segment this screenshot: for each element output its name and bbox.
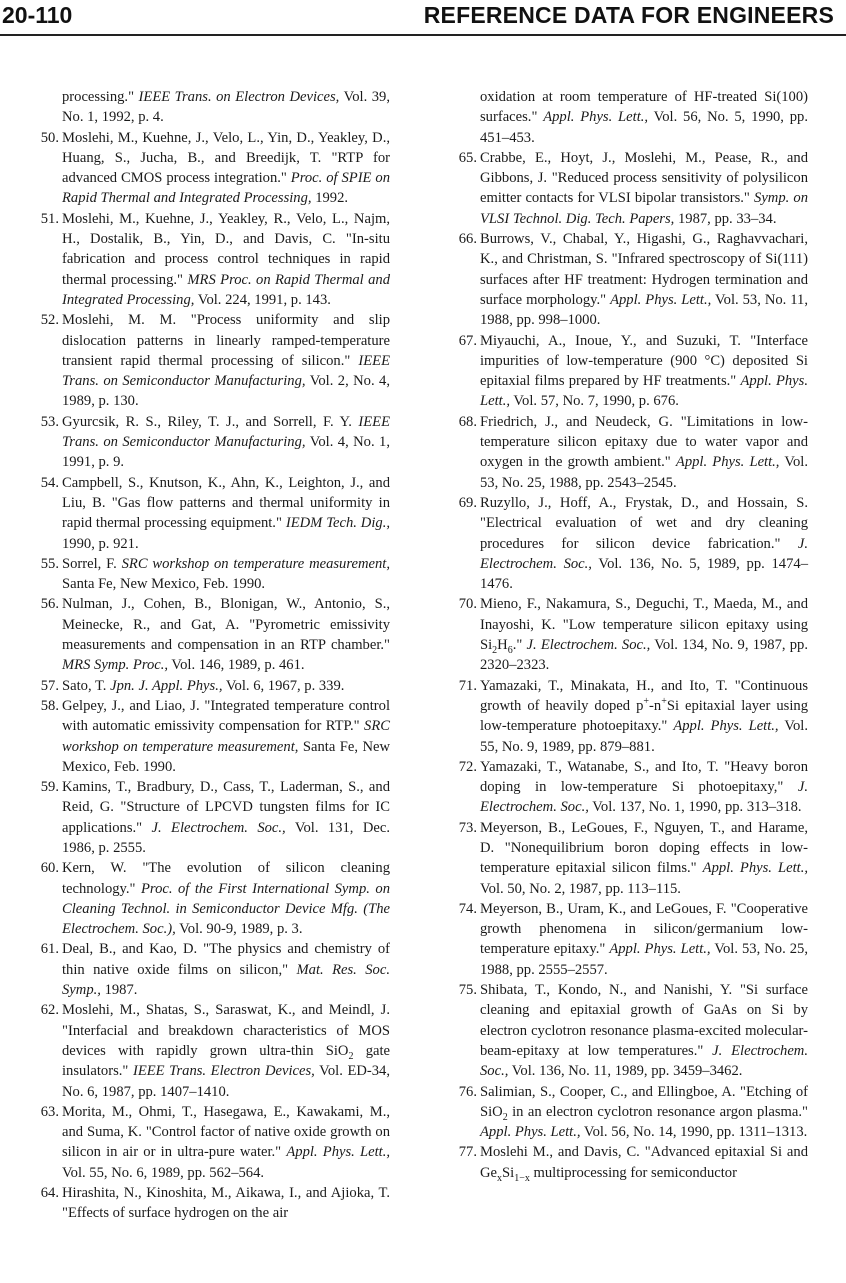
citation-source: J. Electrochem. Soc.,	[480, 535, 808, 572]
reference-text: Vol. 53, No. 25, 1988, pp. 2543–2545.	[480, 454, 809, 491]
reference-number: 69.	[458, 494, 477, 511]
reference-text: processing."	[62, 89, 139, 105]
reference-text: Vol. 136, No. 5, 1989, pp. 1474–1476.	[480, 555, 808, 593]
reference-text: +	[661, 696, 667, 708]
reference-text: Si epitaxial layer using low-temperature photoepitaxy."	[480, 697, 808, 735]
reference-text: Gelpey, J., and Liao, J. "Integrated temperature control with automatic emissivity compensation for RTP."	[62, 697, 390, 735]
reference-text: Moslehi, M. M. "Process uniformity and slip dislocation patterns in linearly ramped-temperature transient rapid thermal processing of silicon."	[62, 312, 390, 369]
citation-source: Appl. Phys. Lett.,	[675, 454, 780, 471]
reference-entry	[40, 128, 390, 209]
reference-text: 2	[348, 1050, 354, 1062]
reference-text: Sato, T.	[62, 677, 111, 694]
reference-text: Vol. 56, No. 14, 1990, pp. 1311–1313.	[580, 1124, 808, 1141]
citation-source: J. Electrochem. Soc.,	[480, 1042, 808, 1080]
citation-source: Proc. of SPIE on Rapid Thermal and Integrated Processing,	[62, 170, 390, 207]
reference-text: 2	[502, 1111, 508, 1123]
citation-source: Appl. Phys. Lett.,	[480, 373, 808, 410]
reference-number: 68.	[458, 413, 477, 430]
reference-text: Vol. 2, No. 4, 1989, p. 130.	[62, 373, 390, 410]
reference-text: Vol. 55, No. 6, 1989, pp. 562–564.	[62, 1164, 265, 1181]
reference-entry	[40, 554, 390, 595]
reference-entry	[458, 980, 808, 1081]
page-header	[0, 0, 846, 36]
reference-entry	[458, 676, 808, 757]
reference-entry	[40, 939, 390, 1000]
citation-source: Appl. Phys. Lett.,	[543, 109, 649, 126]
reference-entry	[40, 473, 390, 554]
reference-number: 53.	[40, 413, 59, 430]
reference-text: Vol. 134, No. 9, 1987, pp. 2320–2323.	[480, 637, 808, 674]
reference-text: Vol. 53, No. 25, 1988, pp. 2555–2557.	[480, 941, 809, 978]
citation-source: MRS Proc. on Rapid Thermal and Integrated Processing,	[62, 271, 391, 308]
left-column	[40, 87, 390, 1224]
reference-number: 73.	[458, 819, 477, 836]
page-number: 20-110	[2, 2, 73, 28]
reference-text: Vol. 55, No. 9, 1989, pp. 879–881.	[480, 718, 809, 755]
reference-text: Yamazaki, T., Watanabe, S., and Ito, T. "Heavy boron doping in low-temperature Si photoepitaxy,"	[480, 758, 808, 796]
citation-source: J. Electrochem. Soc.,	[480, 779, 808, 816]
reference-entry	[40, 676, 390, 696]
citation-source: Proc. of the First International Symp. on Cleaning Technol. in Semiconductor Device Mfg. (The Electrochem. Soc.),	[62, 880, 390, 938]
reference-entry	[458, 148, 808, 229]
reference-text: Friedrich, J., and Neudeck, G. "Limitations in low-temperature silicon epitaxy due to water vapor and oxygen in the growth ambient."	[480, 413, 808, 471]
reference-entry	[458, 899, 808, 980]
reference-text: multiprocessing for semiconductor	[529, 1164, 737, 1181]
reference-text: in an electron cyclotron resonance argon plasma."	[507, 1103, 808, 1120]
reference-continuation	[40, 87, 390, 128]
running-title: REFERENCE DATA FOR ENGINEERS	[423, 2, 834, 28]
reference-text: Vol. 57, No. 7, 1990, p. 676.	[510, 393, 679, 410]
reference-text: Vol. 39, No. 1, 1992, p. 4.	[62, 89, 390, 126]
reference-text: Vol. 50, No. 2, 1987, pp. 113–115.	[480, 880, 681, 897]
reference-text: Vol. 146, 1989, p. 461.	[168, 657, 305, 674]
reference-entry	[40, 858, 390, 939]
reference-entry	[40, 696, 390, 777]
reference-continuation	[458, 87, 808, 148]
reference-entry	[458, 493, 808, 594]
reference-text: 6	[507, 644, 513, 656]
citation-source: IEDM Tech. Dig.,	[285, 515, 390, 532]
citation-source: IEEE Trans. on Semiconductor Manufacturing,	[62, 413, 390, 451]
reference-text: 1−x	[514, 1172, 530, 1184]
reference-text: -n	[649, 697, 662, 714]
right-column	[458, 87, 808, 1183]
reference-text: Miyauchi, A., Inoue, Y., and Suzuki, T. "Interface impurities of low-temperature (900 °C) deposited Si epitaxial films prepared by HF treatments."	[480, 332, 808, 390]
citation-source: Appl. Phys. Lett.,	[286, 1144, 390, 1161]
reference-entry	[458, 229, 808, 330]
reference-text: Santa Fe, New Mexico, Feb. 1990.	[62, 738, 390, 775]
reference-text: Vol. ED-34, No. 6, 1987, pp. 1407–1410.	[62, 1063, 390, 1100]
citation-source: J. Electrochem. Soc.,	[151, 819, 286, 836]
reference-text: x	[497, 1172, 503, 1184]
reference-entry	[40, 594, 390, 675]
reference-entry	[458, 1082, 808, 1143]
reference-text: 1987, pp. 33–34.	[674, 210, 777, 227]
reference-text: Vol. 131, Dec. 1986, p. 2555.	[62, 819, 390, 856]
reference-text: Sorrel, F.	[62, 555, 122, 572]
reference-number: 61.	[40, 941, 59, 958]
reference-number: 56.	[40, 596, 59, 613]
reference-text: Vol. 137, No. 1, 1990, pp. 313–318.	[588, 799, 802, 816]
reference-text: Si	[502, 1164, 515, 1181]
reference-number: 51.	[40, 210, 59, 227]
citation-source: IEEE Trans. on Electron Devices,	[138, 89, 340, 105]
reference-text: Kern, W. "The evolution of silicon cleaning technology."	[62, 860, 390, 897]
citation-source: Appl. Phys. Lett.,	[610, 291, 712, 308]
reference-text: Ruzyllo, J., Hoff, A., Frystak, D., and Hossain, S. "Electrical evaluation of wet and dry cleaning procedures for silicon device fabrication."	[480, 494, 808, 552]
reference-text: Vol. 136, No. 11, 1989, pp. 3459–3462.	[508, 1063, 743, 1080]
reference-number: 57.	[40, 677, 59, 694]
reference-entry	[40, 310, 390, 411]
reference-text: Moslehi, M., Kuehne, J., Yeakley, R., Velo, L., Najm, H., Dostalik, B., Yin, D., and Davis, C. "In-situ fabrication and process control techniques in rapid thermal processing."	[62, 210, 390, 288]
reference-entry	[40, 1183, 390, 1224]
reference-number: 70.	[458, 596, 477, 613]
reference-entry	[40, 777, 390, 858]
citation-source: IEEE Trans. Electron Devices,	[132, 1063, 315, 1080]
reference-text: ."	[512, 637, 527, 654]
citation-source: Appl. Phys. Lett.,	[673, 718, 779, 735]
reference-number: 62.	[40, 1002, 59, 1019]
reference-text: 1990, p. 921.	[62, 535, 139, 552]
citation-source: Mat. Res. Soc. Symp.,	[62, 961, 390, 999]
reference-text: Gyurcsik, R. S., Riley, T. J., and Sorrell, F. Y.	[62, 413, 359, 430]
reference-text: oxidation at room temperature of HF-treated Si(100) surfaces."	[480, 89, 808, 126]
reference-text: Vol. 90-9, 1989, p. 3.	[175, 921, 303, 938]
reference-text: Morita, M., Ohmi, T., Hasegawa, E., Kawakami, M., and Suma, K. "Control factor of native oxide growth on silicon in air or in ultra-pure water."	[62, 1103, 390, 1161]
reference-text: Crabbe, E., Hoyt, J., Moslehi, M., Pease, R., and Gibbons, J. "Reduced process sensitivity of polysilicon emitter contacts for VLSI bipolar transistors."	[480, 149, 808, 207]
reference-text: H	[497, 637, 508, 654]
reference-entry	[458, 818, 808, 899]
reference-number: 63.	[40, 1103, 59, 1120]
citation-source: Appl. Phys. Lett.,	[480, 1124, 581, 1141]
reference-text: Burrows, V., Chabal, Y., Higashi, G., Raghavvachari, K., and Christman, S. "Infrared spectroscopy of Si(111) surfaces after HF treatment: Hydrogen termination and surface morphology."	[480, 231, 808, 308]
reference-text: +	[643, 696, 650, 708]
reference-text: Vol. 224, 1991, p. 143.	[194, 291, 331, 308]
reference-text: 1987.	[100, 982, 138, 999]
reference-text: Shibata, T., Kondo, N., and Nanishi, Y. "Si surface cleaning and epitaxial growth of GaAs on Si by electron cyclotron resonance plasma-excited molecular-beam-epitaxy at low temperatures."	[480, 982, 808, 1059]
reference-text: Salimian, S., Cooper, C., and Ellingboe, A. "Etching of SiO	[480, 1083, 808, 1120]
header-rule	[0, 34, 846, 36]
reference-text: Deal, B., and Kao, D. "The physics and chemistry of thin native oxide films on silicon,"	[62, 941, 390, 978]
reference-text: Hirashita, N., Kinoshita, M., Aikawa, I., and Ajioka, T. "Effects of surface hydrogen on the air	[62, 1185, 390, 1222]
reference-number: 52.	[40, 312, 59, 329]
reference-entry	[458, 757, 808, 818]
reference-text: Moslehi, M., Shatas, S., Saraswat, K., and Meindl, J. "Interfacial and breakdown characteristics of MOS devices with rapidly grown ultra-thin SiO	[62, 1002, 390, 1059]
reference-text: Kamins, T., Bradbury, D., Cass, T., Laderman, S., and Reid, G. "Structure of LPCVD tungsten films for IC applications."	[62, 779, 390, 836]
reference-number: 77.	[458, 1144, 477, 1161]
reference-text: Meyerson, B., Uram, K., and LeGoues, F. "Cooperative growth phenomena in silicon/germanium low-temperature epitaxy."	[480, 900, 808, 958]
reference-text: Campbell, S., Knutson, K., Ahn, K., Leighton, J., and Liu, B. "Gas flow patterns and thermal uniformity in rapid thermal processing equipment."	[62, 474, 390, 532]
reference-number: 64.	[40, 1185, 59, 1202]
reference-entry	[458, 412, 808, 493]
citation-source: J. Electrochem. Soc.,	[526, 637, 651, 654]
citation-source: IEEE Trans. on Semiconductor Manufacturing,	[62, 352, 390, 390]
reference-entry	[40, 209, 390, 310]
reference-number: 76.	[458, 1083, 477, 1100]
reference-text: Moslehi, M., Kuehne, J., Velo, L., Yin, D., Yeakley, D., Huang, S., Jucha, B., and Breedijk, T. "RTP for advanced CMOS process integration."	[62, 129, 390, 187]
reference-number: 66.	[458, 231, 477, 248]
citation-source: MRS Symp. Proc.,	[62, 657, 169, 674]
reference-number: 67.	[458, 332, 477, 349]
reference-text: Vol. 6, 1967, p. 339.	[222, 677, 345, 694]
reference-number: 71.	[458, 677, 477, 694]
reference-number: 72.	[458, 758, 477, 775]
citation-source: Appl. Phys. Lett.,	[609, 941, 711, 958]
reference-text: Meyerson, B., LeGoues, F., Nguyen, T., and Harame, D. "Nonequilibrium boron doping effects in low-temperature epitaxial silicon films."	[480, 819, 808, 877]
reference-number: 55.	[40, 555, 59, 572]
reference-text: Vol. 56, No. 5, 1990, pp. 451–453.	[480, 109, 808, 146]
reference-number: 60.	[40, 860, 59, 877]
reference-number: 75.	[458, 982, 477, 999]
citation-source: SRC workshop on temperature measurement,	[62, 718, 390, 755]
reference-text: Mieno, F., Nakamura, S., Deguchi, T., Maeda, M., and Inayoshi, K. "Low temperature silicon epitaxy using Si	[480, 596, 808, 654]
reference-number: 65.	[458, 149, 477, 166]
reference-number: 59.	[40, 779, 59, 796]
reference-number: 50.	[40, 129, 59, 146]
citation-source: Appl. Phys. Lett.,	[702, 860, 808, 877]
reference-number: 74.	[458, 900, 477, 917]
reference-text: Nulman, J., Cohen, B., Blonigan, W., Antonio, S., Meinecke, R., and Gat, A. "Pyrometric emissivity measurements and compensation in an RTP chamber."	[62, 596, 390, 654]
reference-text: Yamazaki, T., Minakata, H., and Ito, T. "Continuous growth of heavily doped p	[480, 677, 808, 714]
reference-text: Moslehi M., and Davis, C. "Advanced epitaxial Si and Ge	[480, 1144, 808, 1181]
reference-text: Vol. 53, No. 11, 1988, pp. 998–1000.	[480, 291, 808, 329]
reference-text: Vol. 4, No. 1, 1991, p. 9.	[62, 434, 390, 471]
reference-entry	[458, 1142, 808, 1183]
reference-number: 58.	[40, 697, 59, 714]
citation-source: Jpn. J. Appl. Phys.,	[110, 677, 223, 694]
reference-entry	[458, 331, 808, 412]
reference-entry	[40, 412, 390, 473]
citation-source: SRC workshop on temperature measurement,	[121, 555, 390, 572]
reference-entry	[40, 1102, 390, 1183]
reference-entry	[40, 1000, 390, 1101]
citation-source: Symp. on VLSI Technol. Dig. Tech. Papers,	[480, 190, 808, 227]
reference-number: 54.	[40, 474, 59, 491]
reference-entry	[458, 594, 808, 675]
reference-text: gate insulators."	[62, 1042, 390, 1080]
reference-text: 2	[492, 644, 498, 656]
reference-text: Santa Fe, New Mexico, Feb. 1990.	[62, 576, 266, 593]
reference-text: 1992.	[311, 190, 349, 207]
